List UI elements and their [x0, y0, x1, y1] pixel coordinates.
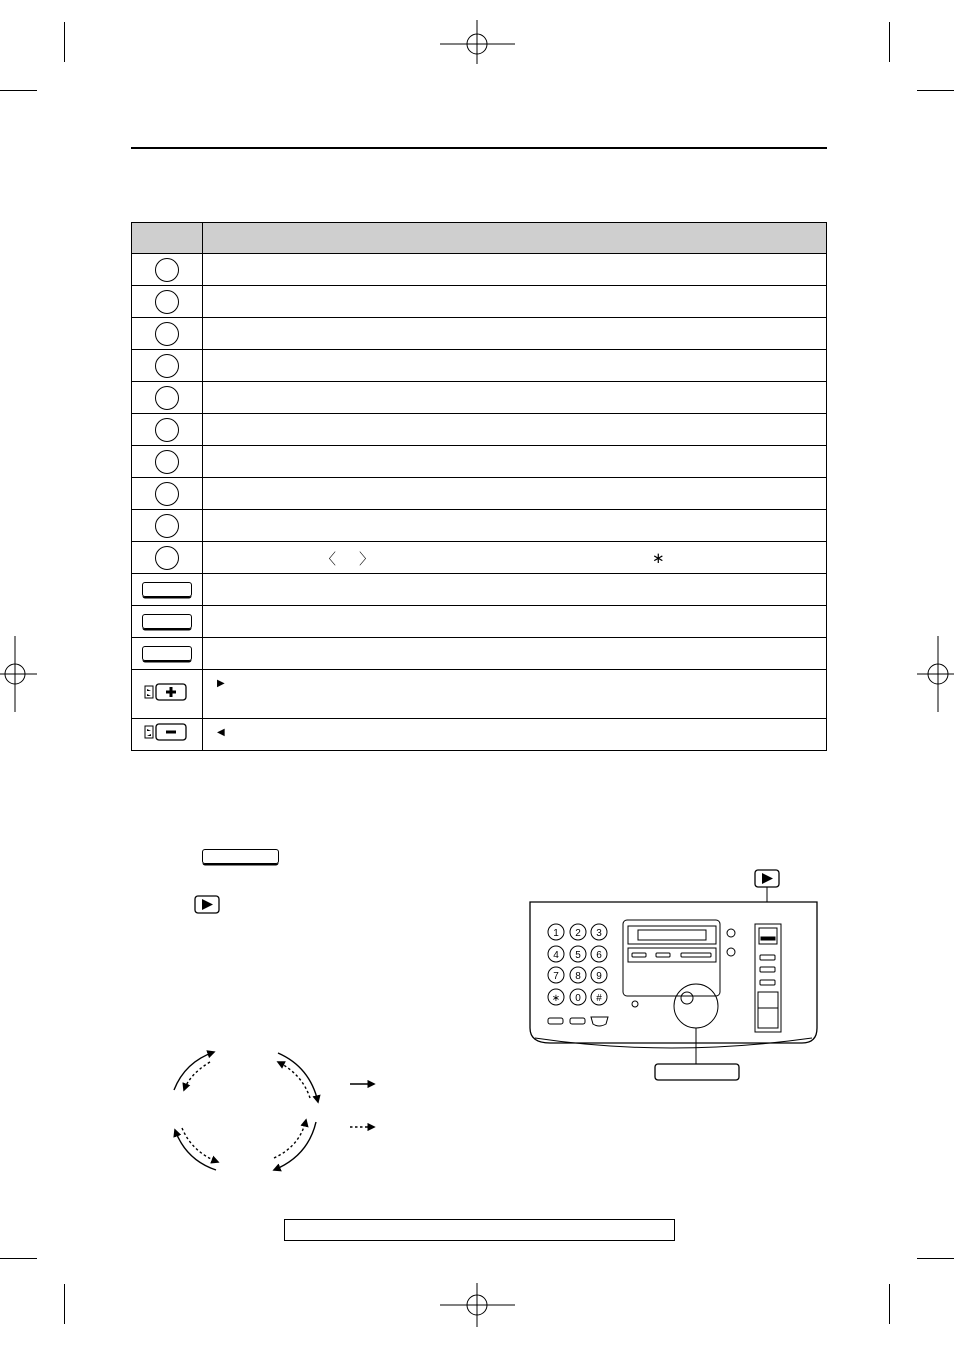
row-description [203, 510, 827, 542]
circle-key-icon [155, 450, 179, 474]
table-row [132, 382, 827, 414]
row-description [203, 254, 827, 286]
row-description [203, 606, 827, 638]
row-description [203, 638, 827, 670]
play-icon [194, 895, 220, 915]
table-header [132, 223, 827, 254]
minus-key-icon [144, 722, 190, 742]
table-row [132, 318, 827, 350]
table-row [132, 719, 827, 751]
circle-key-icon [155, 258, 179, 282]
svg-text:7: 7 [553, 971, 559, 982]
bracket-close-symbol: 〉 [359, 551, 375, 568]
row-description [203, 542, 827, 574]
header-key [132, 223, 203, 254]
circle-key-icon [155, 386, 179, 410]
right-arrow-symbol: ▶ [217, 678, 225, 689]
row-description [203, 414, 827, 446]
circle-key-icon [155, 418, 179, 442]
table-row [132, 254, 827, 286]
table-row [132, 446, 827, 478]
left-arrow-symbol: ◀ [217, 727, 225, 738]
table-row [132, 638, 827, 670]
table-row [132, 478, 827, 510]
play-icon [755, 870, 779, 887]
svg-text:2: 2 [575, 928, 581, 939]
footer-box [284, 1219, 675, 1241]
svg-text:1: 1 [553, 928, 559, 939]
svg-text:#: # [596, 993, 602, 1004]
menu-button-reference [202, 849, 279, 864]
dial-label-box [655, 1064, 739, 1080]
circle-key-icon [155, 546, 179, 570]
star-symbol: ∗ [652, 550, 665, 567]
row-description [203, 446, 827, 478]
svg-text:5: 5 [575, 950, 581, 961]
table-row [132, 350, 827, 382]
button-key-icon [142, 646, 192, 661]
header-rule [131, 147, 827, 149]
table-row [132, 542, 827, 574]
bracket-open-symbol: 〈 [321, 551, 337, 568]
row-description [203, 382, 827, 414]
table-row [132, 606, 827, 638]
row-description [203, 478, 827, 510]
navigation-cycle-diagram [160, 1042, 400, 1177]
circle-key-icon [155, 514, 179, 538]
row-description [203, 574, 827, 606]
header-description [203, 223, 827, 254]
table-row [132, 510, 827, 542]
svg-text:9: 9 [596, 971, 602, 982]
circle-key-icon [155, 290, 179, 314]
row-description [203, 286, 827, 318]
row-description [203, 719, 827, 751]
svg-text:0: 0 [575, 993, 581, 1004]
circle-key-icon [155, 322, 179, 346]
fax-panel-illustration [520, 868, 830, 1088]
table-row [132, 286, 827, 318]
svg-text:∗: ∗ [551, 993, 561, 1004]
row-description [203, 670, 827, 719]
row-description [203, 318, 827, 350]
button-key-icon [142, 614, 192, 629]
svg-text:6: 6 [596, 950, 602, 961]
button-key-icon [142, 582, 192, 597]
table-row [132, 670, 827, 719]
svg-text:3: 3 [596, 928, 602, 939]
svg-text:4: 4 [553, 950, 559, 961]
svg-text:8: 8 [575, 971, 581, 982]
table-row [132, 414, 827, 446]
table-row [132, 574, 827, 606]
circle-key-icon [155, 482, 179, 506]
plus-key-icon [144, 682, 190, 702]
circle-key-icon [155, 354, 179, 378]
key-table [131, 222, 827, 751]
row-description [203, 350, 827, 382]
